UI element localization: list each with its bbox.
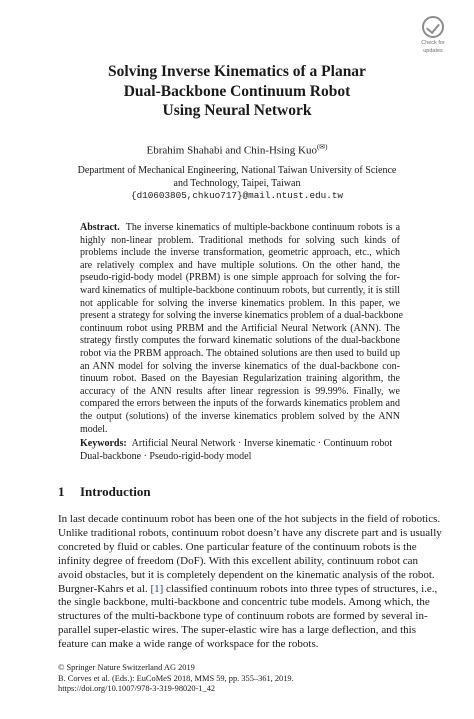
corresponding-author-envelope-icon: (✉): [316, 143, 328, 151]
affiliation-line-1: Department of Mechanical Engineering, National Taiwan University of Science: [77, 165, 397, 176]
body-line: Burgner-Kahrs et al. [1] classified continuum robots into three types of structures, i.e.,: [58, 582, 438, 595]
affiliation-line-2: and Technology, Taipei, Taiwan: [173, 177, 301, 189]
abstract-line: highly non-linear problem. Traditional methods for solving such kinds of: [80, 234, 400, 246]
abstract-line: robot via the PRBM approach. The obtained solutions are then used to build up: [80, 347, 400, 359]
section-title: Introduction: [80, 484, 151, 499]
keywords-label: Keywords:: [80, 438, 127, 449]
abstract-line: strategy firstly computes the forward kinematic solutions of the dual-backbone: [80, 335, 400, 347]
abstract-line: tinuum robot. Based on the Bayesian Regularization training algorithm, the: [80, 373, 400, 385]
body-line: In last decade continuum robot has been one of the hot subjects in the field of robotics.: [58, 513, 441, 525]
keywords-list-1: Artificial Neural Network · Inverse kinematic · Continuum robot: [131, 438, 393, 449]
body-line: infinity degree of freedom (DoF). With this excellent ability, continuum robot can: [58, 554, 419, 567]
abstract-line: not applicable for solving the inverse kinematics problem. In this paper, we: [80, 297, 400, 309]
abstract-line: are relatively complex and have multiple solutions. On the other hand, the: [80, 259, 400, 271]
title-line-3: Using Neural Network: [162, 102, 312, 119]
body-text: [58, 513, 442, 652]
badge-label-line1: Check for: [421, 40, 445, 46]
citation-line: B. Corves et al. (Eds.): EuCoMeS 2018, MMS 59, pp. 355–361, 2019.: [58, 673, 294, 683]
affiliation: [60, 165, 414, 203]
keywords-list-2: Dual-backbone · Pseudo-rigid-body model: [80, 450, 252, 462]
abstract-line: present a strategy for solving the inverse kinematics problem of a dual-backbone: [80, 310, 403, 322]
title-line-2: Dual-Backbone Continuum Robot: [123, 82, 351, 100]
abstract-label: Abstract.: [80, 222, 120, 233]
check-for-updates-badge[interactable]: [413, 16, 453, 56]
abstract-line: problems include the inverse transformation, geometric approach, etc., which: [80, 247, 400, 259]
body-line: structures of the multi-backbone type of continuum robots are formed by several in-: [58, 610, 428, 623]
abstract-line: compared the errors between the inputs of the forwards kinematics problem and: [80, 398, 400, 410]
check-icon: [422, 16, 444, 38]
doi-link[interactable]: https://doi.org/10.1007/978-3-319-98020-1_42: [58, 684, 216, 694]
badge-label-line2: updates: [423, 48, 443, 54]
title-line-1: Solving Inverse Kinematics of a Planar: [108, 63, 366, 80]
abstract-line: the output (solutions) of the inverse kinematics problem solved by the ANN: [80, 410, 400, 422]
abstract: [80, 222, 403, 436]
keywords: [80, 438, 400, 463]
body-line: feature can make a wide range of workspace for the robots.: [58, 638, 319, 651]
abstract-line: Abstract. The inverse kinematics of multiple-backbone continuum robots is a: [80, 222, 401, 233]
abstract-line: an ANN model for solving the inverse kinematics of the dual-backbone con-: [80, 360, 400, 372]
section-heading: [58, 484, 151, 500]
copyright-line: © Springer Nature Switzerland AG 2019: [58, 663, 195, 672]
author-names: Ebrahim Shahabi and Chin-Hsing Kuo: [146, 144, 317, 157]
paper-title: [60, 62, 414, 121]
copyright-footer: [58, 663, 416, 695]
abstract-line: ward kinematics of multiple-backbone continuum robots, but currently, it is still: [80, 284, 400, 296]
body-line: Unlike traditional robots, continuum robot doesn’t have any discrete part and is usually: [58, 526, 442, 539]
author-list: [60, 141, 414, 158]
abstract-line: accuracy of the ANN results after linear regression is 99.99%. Finally, we: [80, 385, 400, 397]
body-line: the single backbone, multi-backbone and concentric tube models. Among which, the: [58, 596, 430, 609]
abstract-line: pseudo-rigid-body model (PRBM) is one simple approach for solving the for-: [80, 272, 400, 284]
abstract-line: model.: [80, 423, 108, 435]
body-line: parallel super-elastic wires. The super-elastic wire has a large deflection, and this: [58, 624, 416, 637]
abstract-line: continuum robot using PRBM and the Artificial Neural Network (ANN). The: [80, 322, 400, 334]
citation-link[interactable]: [1]: [150, 582, 164, 595]
section-number: 1: [58, 484, 65, 499]
body-line: avoid obstacles, but it is completely dependent on the kinematic analysis of the robot.: [58, 568, 435, 581]
keywords-line: [80, 438, 400, 451]
author-emails[interactable]: {d10603805,chkuo717}@mail.ntust.edu.tw: [130, 190, 343, 201]
body-line: concreted by fluid or cables. One particular feature of the continuum robots is the: [58, 540, 417, 553]
